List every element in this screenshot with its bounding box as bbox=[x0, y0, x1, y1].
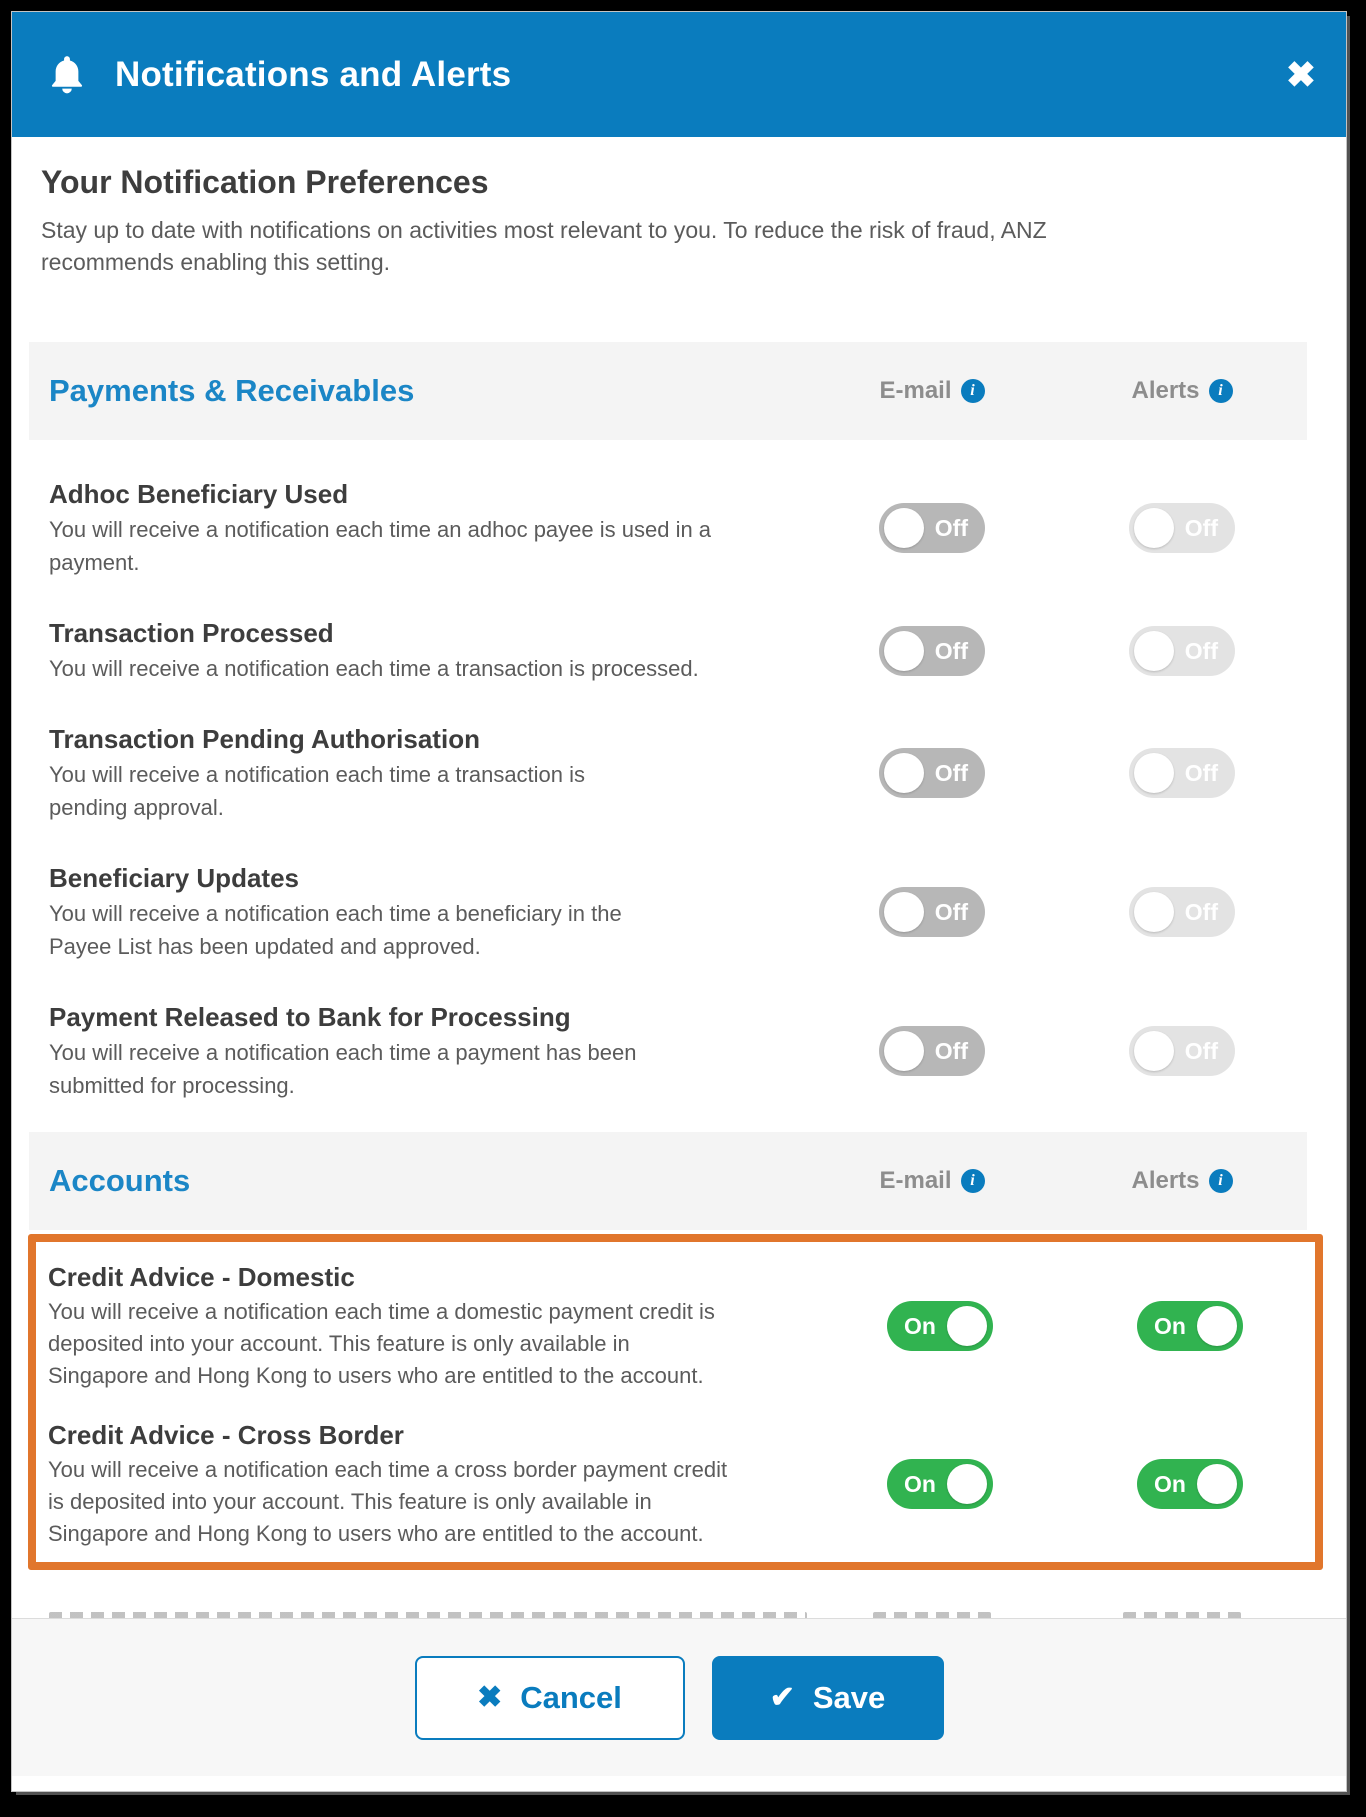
clipped-email-toggle bbox=[873, 1612, 991, 1619]
highlight-box bbox=[28, 1234, 1323, 1570]
clipped-alerts-toggle bbox=[1123, 1612, 1241, 1619]
alerts-toggle[interactable] bbox=[1137, 1301, 1243, 1351]
row-title: Credit Advice - Domestic bbox=[48, 1262, 355, 1292]
save-button-label: Save bbox=[812, 1679, 886, 1715]
email-toggle[interactable] bbox=[879, 887, 985, 937]
notification-row bbox=[29, 477, 1307, 579]
email-column-header bbox=[879, 1167, 984, 1195]
toggle-state-label: On bbox=[1154, 1313, 1186, 1339]
toggle-state-label: Off bbox=[1184, 637, 1218, 664]
row-text bbox=[29, 477, 807, 579]
cancel-x-icon: ✖ bbox=[477, 1680, 503, 1714]
email-info-icon[interactable]: i bbox=[961, 379, 985, 403]
row-description: You will receive a notification each time a payment has been submitted for processing. bbox=[49, 1040, 637, 1098]
row-text bbox=[36, 1418, 815, 1550]
section-title-accounts: Accounts bbox=[49, 1163, 191, 1198]
save-button[interactable] bbox=[712, 1656, 944, 1740]
cancel-button-label: Cancel bbox=[520, 1679, 622, 1715]
toggle-knob bbox=[1197, 1306, 1237, 1346]
row-title: Payment Released to Bank for Processing bbox=[49, 1002, 571, 1032]
toggle-state-label: Off bbox=[1184, 760, 1218, 786]
row-title: Credit Advice - Cross Border bbox=[48, 1420, 404, 1450]
clipped-row-text bbox=[49, 1612, 807, 1619]
section-header-accounts bbox=[29, 1132, 1307, 1230]
email-column-label: E-mail bbox=[879, 377, 952, 404]
toggle-state-label: Off bbox=[1184, 1038, 1218, 1064]
row-title: Beneficiary Updates bbox=[49, 863, 299, 893]
alerts-toggle[interactable] bbox=[1137, 1459, 1243, 1509]
toggle-knob bbox=[884, 892, 924, 932]
alerts-toggle[interactable] bbox=[1129, 626, 1235, 676]
alerts-column-header bbox=[1131, 377, 1232, 405]
dialog-body bbox=[12, 137, 1346, 1618]
alerts-info-icon[interactable]: i bbox=[1209, 379, 1233, 403]
alerts-info-icon[interactable]: i bbox=[1209, 1169, 1233, 1193]
alerts-column-label: Alerts bbox=[1131, 1167, 1200, 1194]
toggle-state-label: Off bbox=[934, 515, 968, 541]
row-description: You will receive a notification each time a domestic payment credit is deposited into your account. This feature is only available in Singapore and Hong Kong to users who are entitled to the account. bbox=[48, 1299, 715, 1388]
alerts-toggle[interactable] bbox=[1129, 748, 1235, 798]
email-column-header bbox=[879, 377, 984, 405]
alerts-toggle[interactable] bbox=[1129, 887, 1235, 937]
notification-row bbox=[36, 1418, 1315, 1550]
dialog-title: Notifications and Alerts bbox=[115, 54, 512, 94]
toggle-knob bbox=[947, 1306, 987, 1346]
alerts-column-header bbox=[1131, 1167, 1232, 1195]
toggle-state-label: On bbox=[1154, 1471, 1186, 1497]
row-description: You will receive a notification each time an adhoc payee is used in a payment. bbox=[49, 517, 712, 575]
toggle-knob bbox=[1134, 753, 1174, 793]
row-title: Adhoc Beneficiary Used bbox=[49, 479, 349, 509]
email-toggle[interactable] bbox=[879, 748, 985, 798]
notification-row bbox=[29, 861, 1307, 963]
toggle-knob bbox=[1134, 892, 1174, 932]
alerts-toggle[interactable] bbox=[1129, 503, 1235, 553]
row-description: You will receive a notification each time a cross border payment credit is deposited into your account. This feature is only available in Singapore and Hong Kong to users who are entitled to the account. bbox=[48, 1457, 728, 1546]
row-text bbox=[36, 1260, 815, 1392]
email-column-label: E-mail bbox=[879, 1167, 952, 1194]
section-title-payments: Payments & Receivables bbox=[49, 373, 415, 408]
notification-row bbox=[36, 1260, 1315, 1392]
email-toggle[interactable] bbox=[879, 626, 985, 676]
dialog-header bbox=[12, 12, 1346, 137]
bell-icon bbox=[45, 52, 89, 98]
toggle-state-label: Off bbox=[1184, 899, 1218, 925]
toggle-knob bbox=[884, 631, 924, 671]
alerts-column-label: Alerts bbox=[1131, 377, 1200, 404]
page-title: Your Notification Preferences bbox=[41, 164, 489, 200]
toggle-state-label: Off bbox=[934, 637, 968, 664]
row-text bbox=[29, 1000, 807, 1102]
notification-row bbox=[29, 1000, 1307, 1102]
row-text bbox=[29, 861, 807, 963]
toggle-knob bbox=[884, 1031, 924, 1071]
notifications-dialog bbox=[12, 12, 1346, 1791]
toggle-state-label: Off bbox=[934, 760, 968, 786]
toggle-state-label: Off bbox=[934, 1038, 968, 1064]
row-title: Transaction Processed bbox=[49, 618, 334, 648]
row-description: You will receive a notification each time a transaction is processed. bbox=[49, 656, 699, 681]
toggle-state-label: Off bbox=[1184, 515, 1218, 541]
cancel-button[interactable] bbox=[415, 1656, 685, 1740]
toggle-knob bbox=[1197, 1464, 1237, 1504]
email-info-icon[interactable]: i bbox=[961, 1169, 985, 1193]
row-title: Transaction Pending Authorisation bbox=[49, 724, 480, 754]
section-header-payments bbox=[29, 342, 1307, 440]
row-text bbox=[29, 722, 807, 824]
intro-text: Stay up to date with notifications on activities most relevant to you. To reduce the risk of fraud, ANZ recommends enabling this setting. bbox=[41, 217, 1047, 275]
row-text bbox=[29, 616, 807, 685]
email-toggle[interactable] bbox=[887, 1301, 993, 1351]
alerts-toggle[interactable] bbox=[1129, 1026, 1235, 1076]
close-icon[interactable]: ✖ bbox=[1285, 53, 1316, 95]
email-toggle[interactable] bbox=[879, 1026, 985, 1076]
toggle-state-label: Off bbox=[934, 899, 968, 925]
notification-row bbox=[29, 616, 1307, 685]
toggle-knob bbox=[1134, 631, 1174, 671]
save-check-icon: ✔ bbox=[769, 1680, 795, 1714]
toggle-knob bbox=[1134, 1031, 1174, 1071]
email-toggle[interactable] bbox=[879, 503, 985, 553]
toggle-state-label: On bbox=[904, 1471, 936, 1497]
dialog-footer bbox=[12, 1618, 1346, 1776]
email-toggle[interactable] bbox=[887, 1459, 993, 1509]
row-description: You will receive a notification each time a transaction is pending approval. bbox=[49, 762, 586, 820]
row-description: You will receive a notification each time a beneficiary in the Payee List has been updated and approved. bbox=[49, 901, 622, 959]
notification-row bbox=[29, 722, 1307, 824]
toggle-knob bbox=[947, 1464, 987, 1504]
toggle-knob bbox=[884, 508, 924, 548]
toggle-knob bbox=[884, 753, 924, 793]
clipped-row bbox=[29, 1610, 1307, 1618]
toggle-knob bbox=[1134, 508, 1174, 548]
toggle-state-label: On bbox=[904, 1313, 936, 1339]
